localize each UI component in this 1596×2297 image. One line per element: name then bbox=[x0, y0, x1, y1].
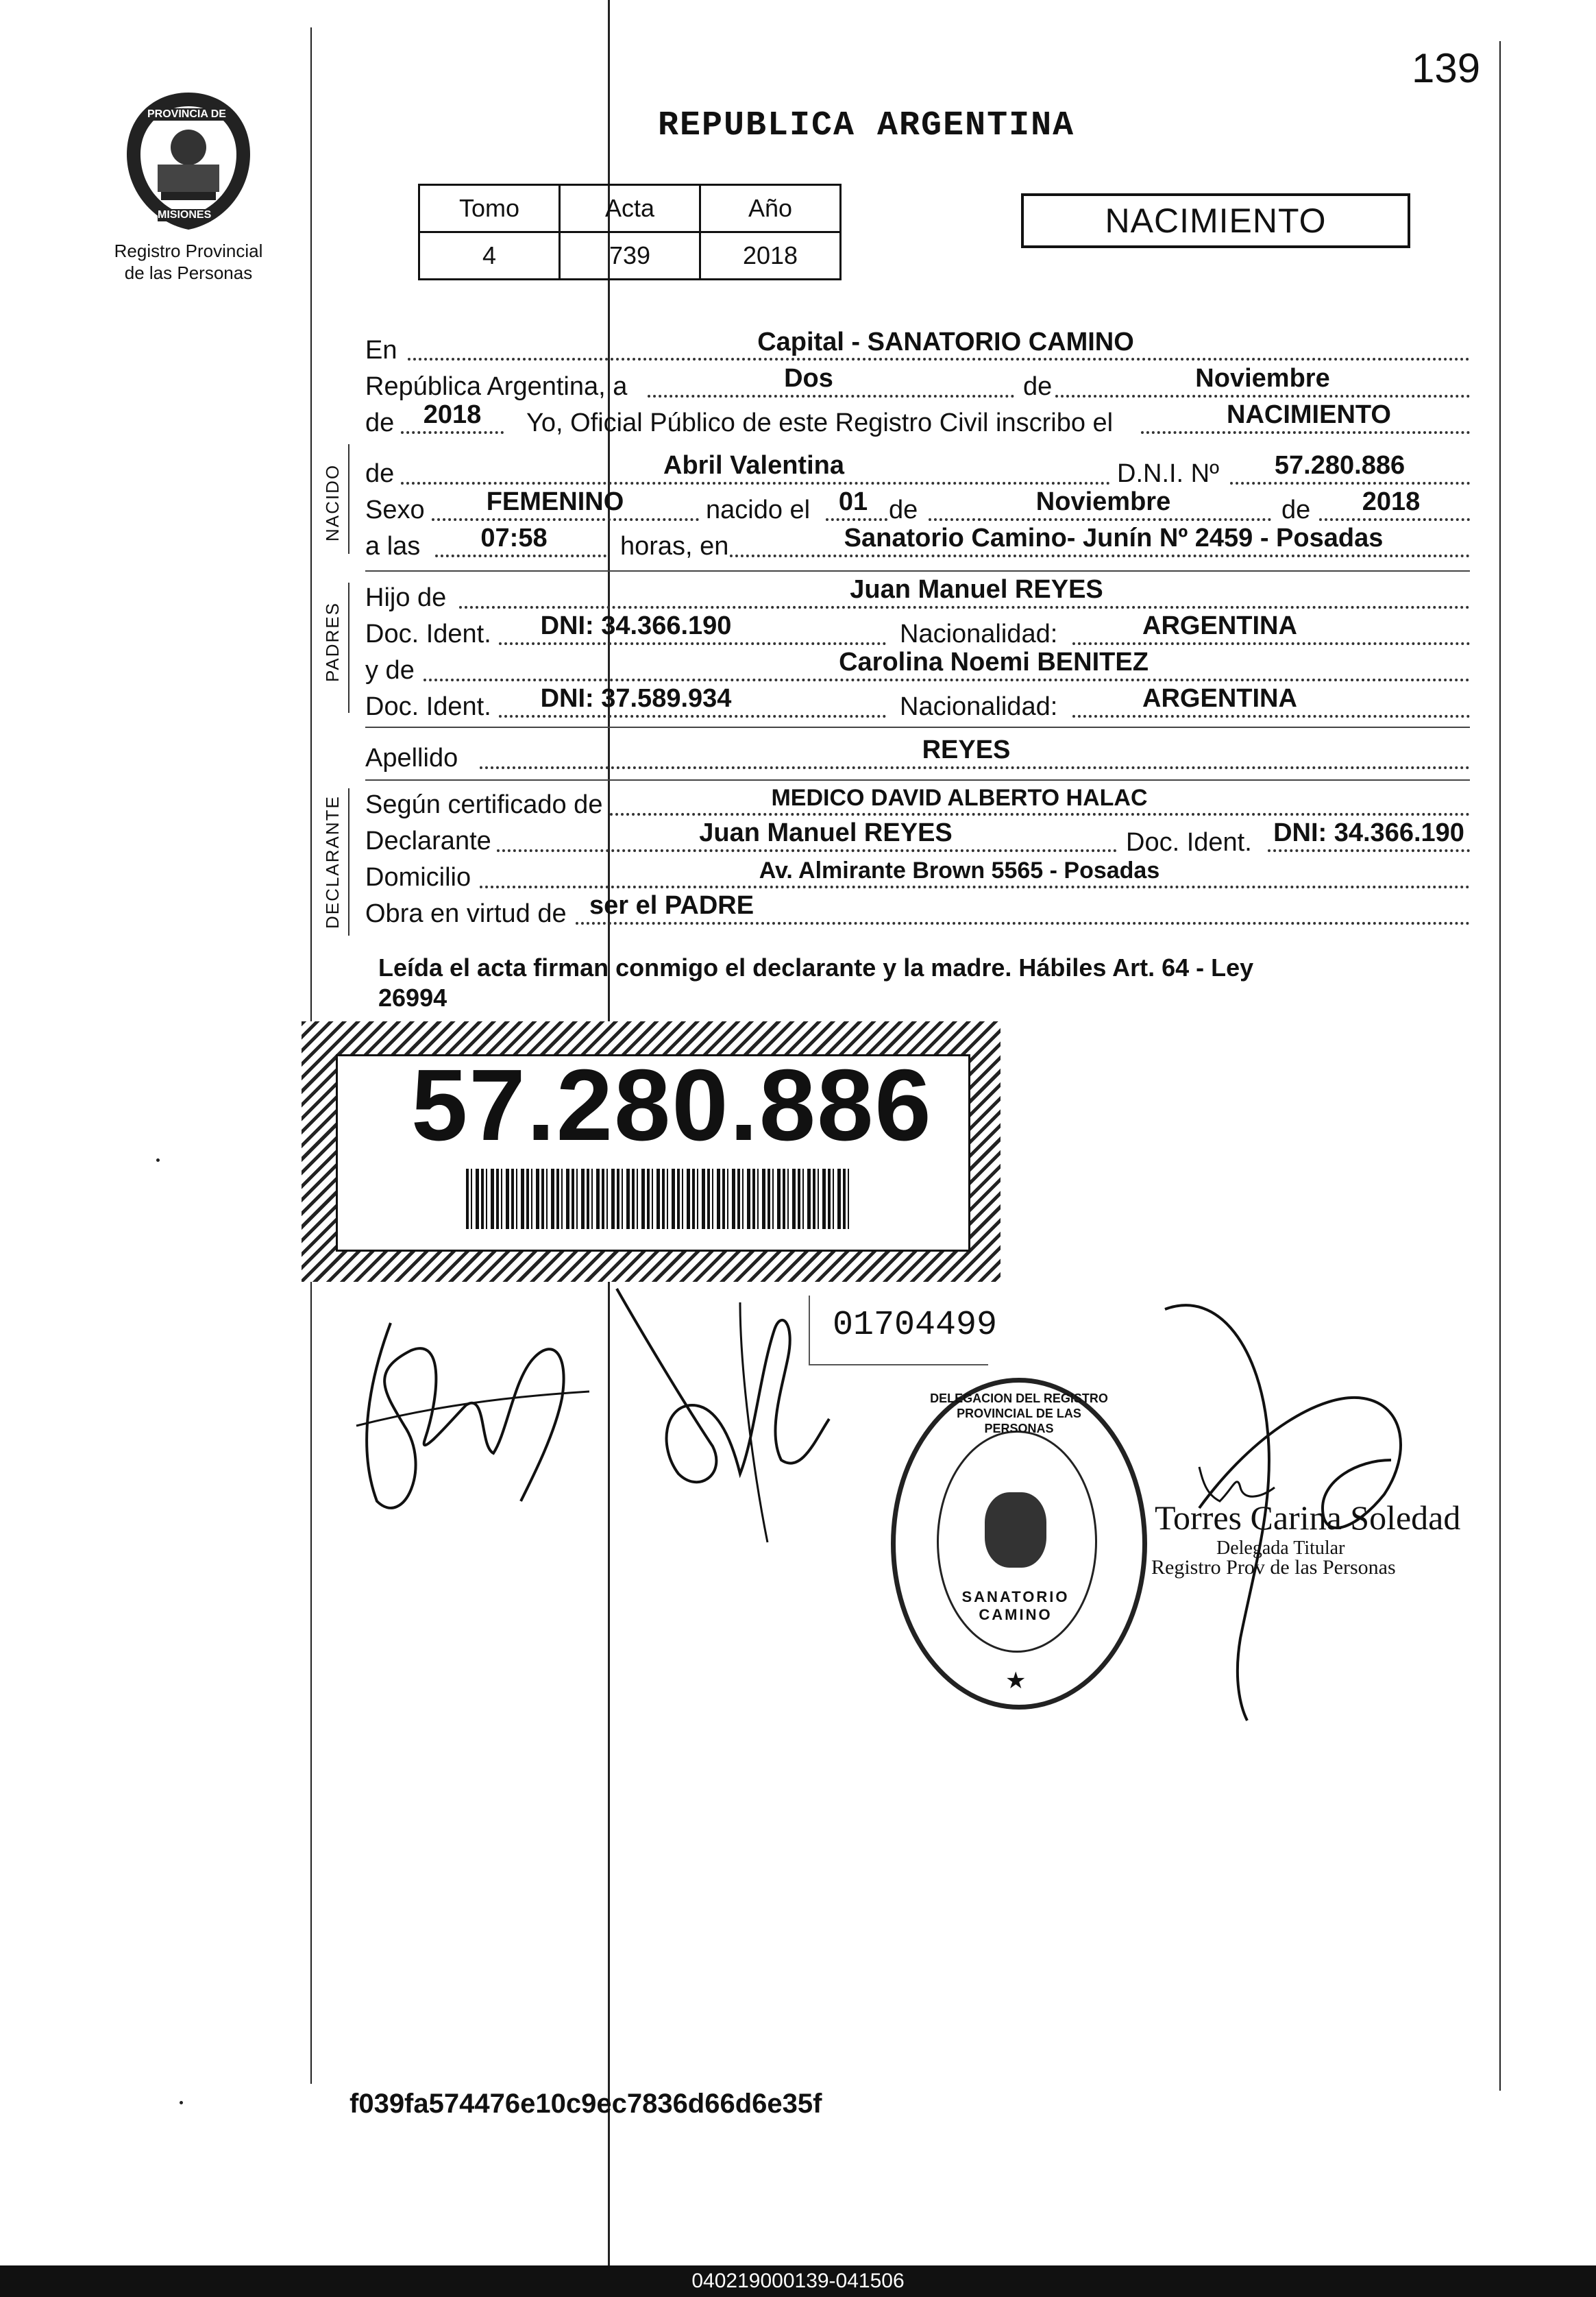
dots-lugar-nacimiento bbox=[730, 555, 1470, 557]
dots-tipo bbox=[1141, 431, 1470, 434]
logo-caption-line1: Registro Provincial bbox=[114, 241, 263, 261]
label-nacionalidad-1: Nacionalidad: bbox=[900, 620, 1058, 648]
dots-en bbox=[408, 358, 1470, 361]
dots-padre bbox=[459, 606, 1470, 609]
label-horas-en: horas, en bbox=[620, 532, 729, 561]
ref-value-acta: 739 bbox=[560, 232, 700, 280]
dots-madre bbox=[423, 679, 1470, 681]
logo-text-top: PROVINCIA DE bbox=[147, 108, 226, 120]
dots-certificado bbox=[610, 813, 1470, 816]
declarant-signature bbox=[329, 1296, 617, 1542]
section-separator-3 bbox=[365, 779, 1470, 781]
footer-code-bar: 040219000139-041506 bbox=[0, 2265, 1596, 2297]
dots-nacimiento-dia bbox=[826, 518, 887, 521]
ref-header-acta: Acta bbox=[560, 185, 700, 232]
value-nacimiento-dia: 01 bbox=[838, 487, 868, 516]
scan-dot bbox=[180, 2101, 183, 2104]
ref-value-anio: 2018 bbox=[700, 232, 841, 280]
side-label-declarante: DECLARANTE bbox=[322, 795, 343, 929]
side-label-nacido: NACIDO bbox=[322, 463, 343, 542]
bracket-padres bbox=[348, 583, 349, 713]
official-office: Registro Prov de las Personas bbox=[1151, 1556, 1396, 1579]
dots-padre-nacionalidad bbox=[1072, 642, 1470, 645]
label-de-year: de bbox=[365, 409, 395, 437]
value-obra: ser el PADRE bbox=[589, 891, 754, 920]
logo-caption-line2: de las Personas bbox=[124, 263, 253, 283]
label-en: En bbox=[365, 336, 397, 365]
page-number: 139 bbox=[1412, 45, 1481, 91]
value-hora: 07:58 bbox=[480, 524, 548, 552]
reference-table bbox=[418, 184, 842, 280]
value-anio: 2018 bbox=[423, 400, 482, 429]
dots-nacimiento-anio bbox=[1319, 518, 1470, 521]
label-de-birth-month: de bbox=[889, 496, 918, 524]
value-declarante-doc: DNI: 34.366.190 bbox=[1273, 818, 1464, 847]
value-padre: Juan Manuel REYES bbox=[850, 575, 1103, 604]
label-nacido-el: nacido el bbox=[706, 496, 811, 524]
dots-declarante-doc bbox=[1268, 849, 1470, 852]
closing-line2: 26994 bbox=[378, 984, 447, 1012]
value-padre-nacionalidad: ARGENTINA bbox=[1142, 611, 1297, 640]
dots-dni bbox=[1230, 482, 1470, 485]
dots-hora bbox=[435, 555, 606, 557]
stamp-inner-text: SANATORIO CAMINO bbox=[961, 1588, 1070, 1623]
official-name: Torres Carina Soledad bbox=[1155, 1498, 1461, 1537]
bracket-declarante bbox=[348, 788, 349, 936]
dots-dia bbox=[648, 395, 1014, 398]
value-nacimiento-anio: 2018 bbox=[1362, 487, 1421, 516]
value-lugar: Capital - SANATORIO CAMINO bbox=[757, 328, 1134, 356]
sticker-dni-number: 57.280.886 bbox=[411, 1049, 933, 1162]
section-separator-2 bbox=[365, 727, 1470, 728]
ref-value-tomo: 4 bbox=[419, 232, 560, 280]
document-title: REPUBLICA ARGENTINA bbox=[658, 106, 1075, 145]
label-y-de: y de bbox=[365, 656, 415, 685]
label-domicilio: Domicilio bbox=[365, 863, 471, 892]
dots-mes bbox=[1055, 395, 1470, 398]
document-hash: f039fa574476e10c9ec7836d66d6e35f bbox=[349, 2089, 822, 2119]
value-lugar-nacimiento: Sanatorio Camino- Junín Nº 2459 - Posadas bbox=[844, 524, 1384, 552]
label-doc-ident-1: Doc. Ident. bbox=[365, 620, 491, 648]
official-stamp bbox=[891, 1378, 1147, 1710]
value-nombre: Abril Valentina bbox=[663, 451, 844, 480]
stamp-emblem bbox=[985, 1492, 1046, 1568]
label-sexo: Sexo bbox=[365, 496, 425, 524]
logo-text-bottom: MISIONES bbox=[158, 209, 212, 221]
value-dni: 57.280.886 bbox=[1274, 451, 1405, 480]
stamp-outer-text: DELEGACION DEL REGISTRO PROVINCIAL DE LAS PERSONAS bbox=[930, 1391, 1108, 1435]
right-margin-line bbox=[1499, 41, 1501, 2091]
dots-declarante bbox=[497, 849, 1117, 852]
closing-statement bbox=[378, 953, 1475, 1013]
label-a-las: a las bbox=[365, 532, 421, 561]
mother-signature bbox=[603, 1268, 850, 1563]
value-madre-nacionalidad: ARGENTINA bbox=[1142, 684, 1297, 713]
logo-caption bbox=[103, 240, 274, 284]
label-doc-ident-2: Doc. Ident. bbox=[365, 692, 491, 721]
label-dni: D.N.I. Nº bbox=[1117, 459, 1219, 488]
dots-madre-nacionalidad bbox=[1072, 715, 1470, 718]
value-nacimiento-mes: Noviembre bbox=[1035, 487, 1171, 516]
ref-header-anio: Año bbox=[700, 185, 841, 232]
value-declarante: Juan Manuel REYES bbox=[699, 818, 953, 847]
value-madre: Carolina Noemi BENITEZ bbox=[839, 648, 1149, 677]
label-nacionalidad-2: Nacionalidad: bbox=[900, 692, 1058, 721]
label-republica: República Argentina, a bbox=[365, 372, 628, 401]
record-type-box: NACIMIENTO bbox=[1021, 193, 1410, 248]
dots-apellido bbox=[480, 766, 1470, 769]
dots-nombre bbox=[401, 482, 1110, 485]
value-madre-doc: DNI: 37.589.934 bbox=[540, 684, 732, 713]
value-mes: Noviembre bbox=[1195, 364, 1330, 393]
dots-madre-doc bbox=[499, 715, 886, 718]
label-de-name: de bbox=[365, 459, 395, 488]
value-dia: Dos bbox=[784, 364, 833, 393]
label-obra: Obra en virtud de bbox=[365, 899, 567, 928]
star-icon: ★ bbox=[1005, 1668, 1027, 1694]
value-certificado: MEDICO DAVID ALBERTO HALAC bbox=[771, 785, 1148, 811]
value-apellido: REYES bbox=[922, 736, 1011, 764]
side-label-padres: PADRES bbox=[322, 602, 343, 682]
sticker-barcode bbox=[466, 1169, 850, 1229]
bracket-nacido bbox=[348, 444, 349, 554]
value-tipo: NACIMIENTO bbox=[1227, 400, 1391, 429]
closing-line1: Leída el acta firman conmigo el declarante y la madre. Hábiles Art. 64 - Ley bbox=[378, 953, 1254, 982]
value-padre-doc: DNI: 34.366.190 bbox=[540, 611, 732, 640]
value-domicilio: Av. Almirante Brown 5565 - Posadas bbox=[759, 858, 1160, 884]
label-declarante: Declarante bbox=[365, 827, 491, 855]
value-sexo: FEMENINO bbox=[486, 487, 624, 516]
dots-domicilio bbox=[480, 886, 1470, 888]
label-doc-ident-3: Doc. Ident. bbox=[1126, 828, 1252, 857]
serial-number: 01704499 bbox=[833, 1306, 998, 1345]
official-role: Delegada Titular bbox=[1216, 1538, 1345, 1559]
ref-header-tomo: Tomo bbox=[419, 185, 560, 232]
label-apellido: Apellido bbox=[365, 744, 458, 773]
dots-padre-doc bbox=[499, 642, 886, 645]
dots-sexo bbox=[432, 518, 699, 521]
label-hijo-de: Hijo de bbox=[365, 583, 447, 612]
scan-dot bbox=[156, 1158, 160, 1162]
label-de-birth-year: de bbox=[1281, 496, 1311, 524]
section-separator-1 bbox=[365, 570, 1470, 572]
label-segun: Según certificado de bbox=[365, 790, 603, 819]
dots-anio bbox=[401, 431, 504, 434]
label-oficial: Yo, Oficial Público de este Registro Civil inscribo el bbox=[526, 409, 1114, 437]
misiones-logo bbox=[120, 89, 257, 233]
dots-nacimiento-mes bbox=[929, 518, 1271, 521]
label-de-month: de bbox=[1023, 372, 1053, 401]
dots-obra bbox=[576, 922, 1470, 925]
